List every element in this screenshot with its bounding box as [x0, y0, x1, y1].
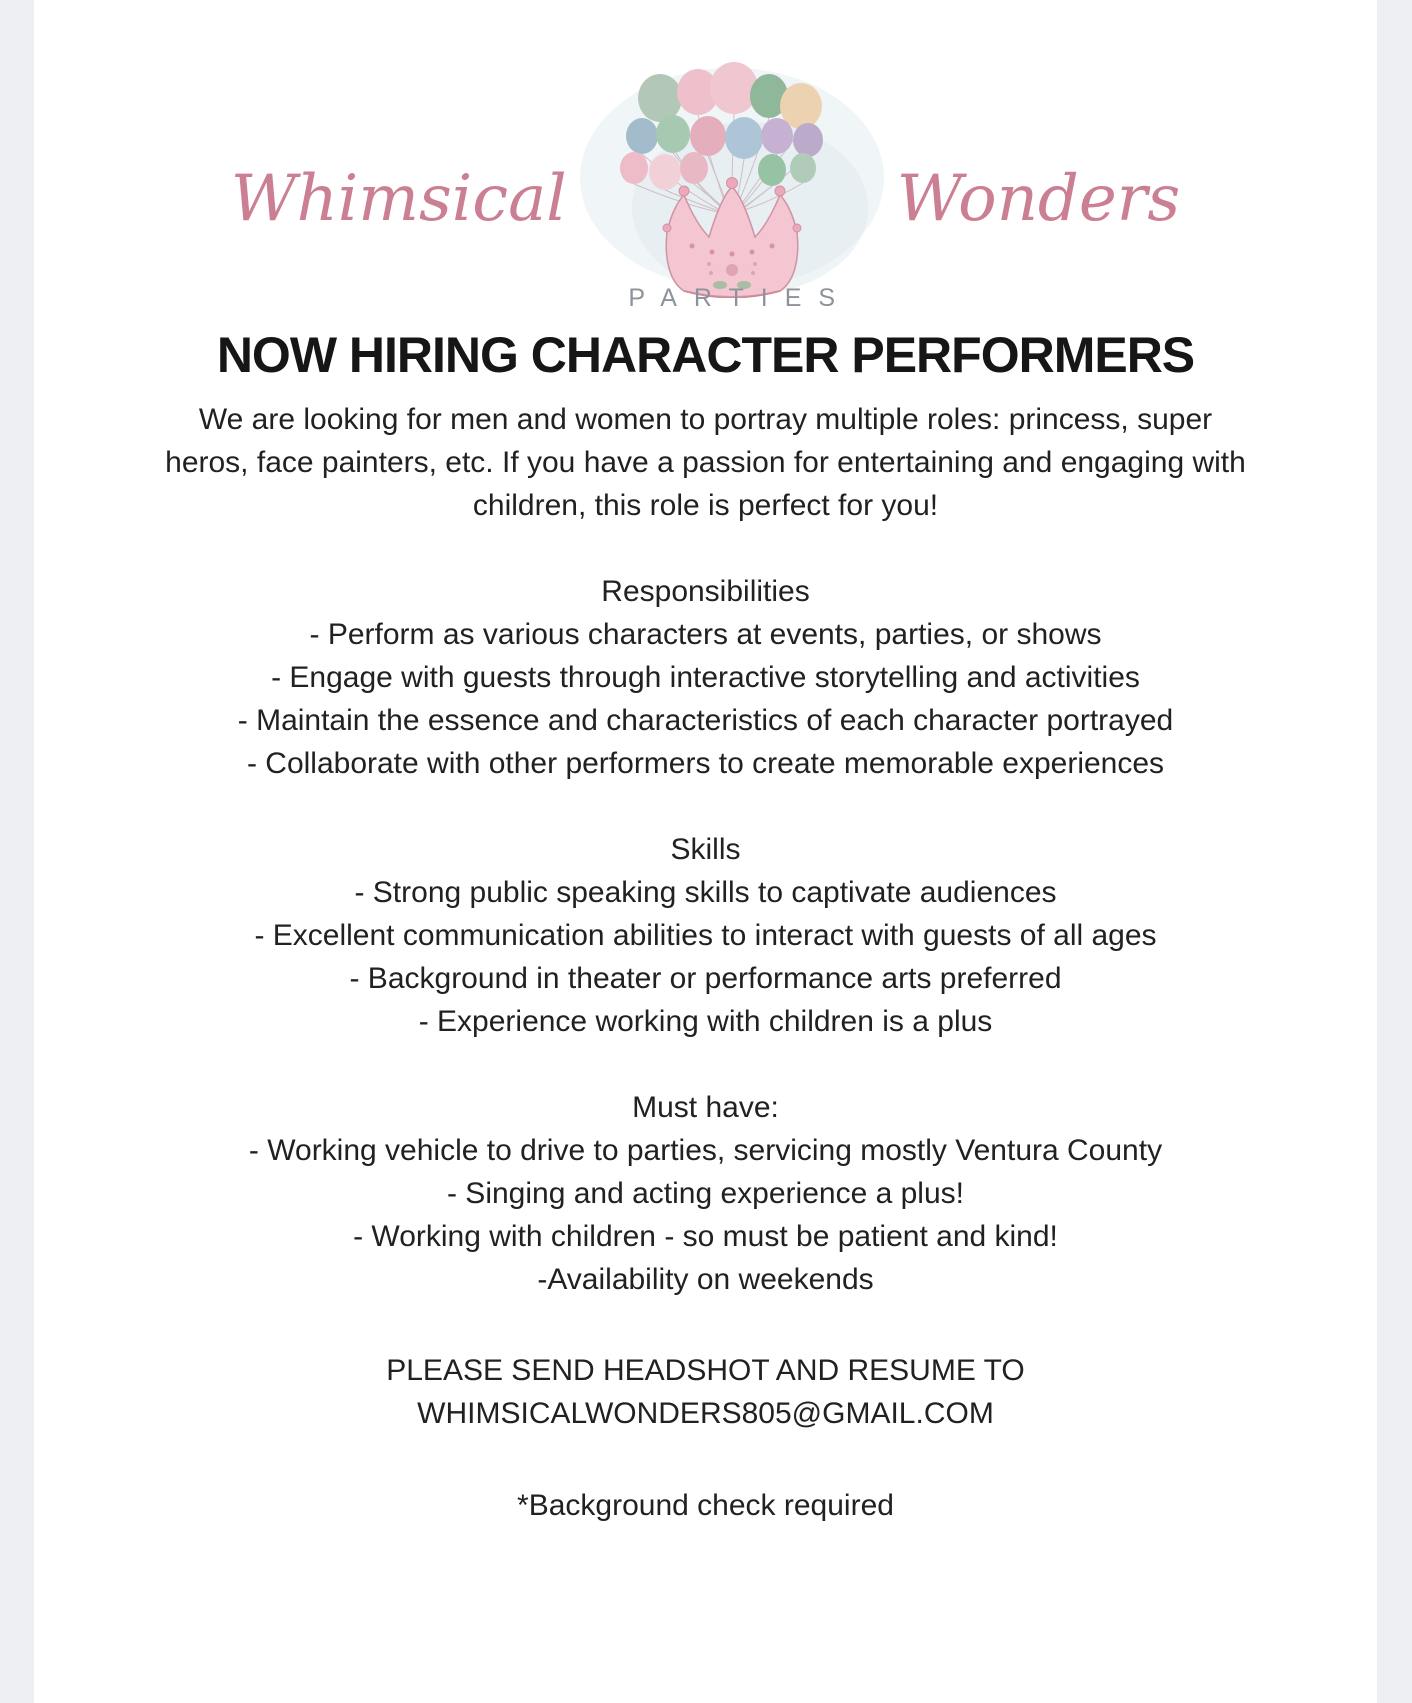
section-title: Skills	[670, 833, 741, 866]
logo-word-wonders: Wonders	[896, 162, 1181, 236]
logo	[34, 0, 1377, 310]
list-item: - Experience working with children is a plus	[418, 1005, 993, 1038]
list-item: - Singing and acting experience a plus!	[446, 1177, 964, 1210]
contact-block	[34, 1349, 1377, 1435]
list-item: - Background in theater or performance arts preferred	[349, 962, 1062, 995]
list-item: - Excellent communication abilities to interact with guests of all ages	[254, 919, 1157, 952]
intro-line: We are looking for men and women to portray multiple roles: princess, super	[198, 403, 1213, 436]
footnote: *Background check required	[517, 1489, 894, 1522]
intro-line: children, this role is perfect for you!	[472, 489, 939, 522]
footnote-block	[34, 1484, 1377, 1527]
section-responsibilities	[34, 570, 1377, 785]
contact-line: PLEASE SEND HEADSHOT AND RESUME TO	[386, 1354, 1025, 1387]
intro-paragraph	[34, 398, 1377, 527]
logo-subtitle: PARTIES	[628, 283, 853, 312]
logo-word-whimsical: Whimsical	[230, 162, 567, 236]
list-item: - Collaborate with other performers to create memorable experiences	[246, 747, 1165, 780]
flyer-page	[34, 0, 1377, 1703]
headline: NOW HIRING CHARACTER PERFORMERS	[216, 327, 1195, 383]
list-item: - Working with children - so must be patient and kind!	[353, 1220, 1058, 1253]
list-item: -Availability on weekends	[537, 1263, 874, 1296]
crown-icon	[663, 177, 801, 297]
section-title: Must have:	[632, 1091, 779, 1124]
balloons-crown-illustration	[571, 46, 893, 298]
section-title: Responsibilities	[601, 575, 810, 608]
right-gutter	[1377, 0, 1412, 1703]
list-item: - Perform as various characters at events, parties, or shows	[309, 618, 1102, 651]
list-item: - Strong public speaking skills to captivate audiences	[354, 876, 1057, 909]
left-gutter	[0, 0, 34, 1703]
intro-line: heros, face painters, etc. If you have a passion for entertaining and engaging with	[165, 446, 1246, 479]
list-item: - Engage with guests through interactive storytelling and activities	[271, 661, 1140, 694]
list-item: - Maintain the essence and characteristics of each character portrayed	[237, 704, 1174, 737]
section-skills	[34, 828, 1377, 1043]
list-item: - Working vehicle to drive to parties, servicing mostly Ventura County	[248, 1134, 1163, 1167]
section-must-have	[34, 1086, 1377, 1301]
logo-illustration-block	[571, 46, 893, 313]
contact-email: WHIMSICALWONDERS805@GMAIL.COM	[417, 1397, 994, 1430]
